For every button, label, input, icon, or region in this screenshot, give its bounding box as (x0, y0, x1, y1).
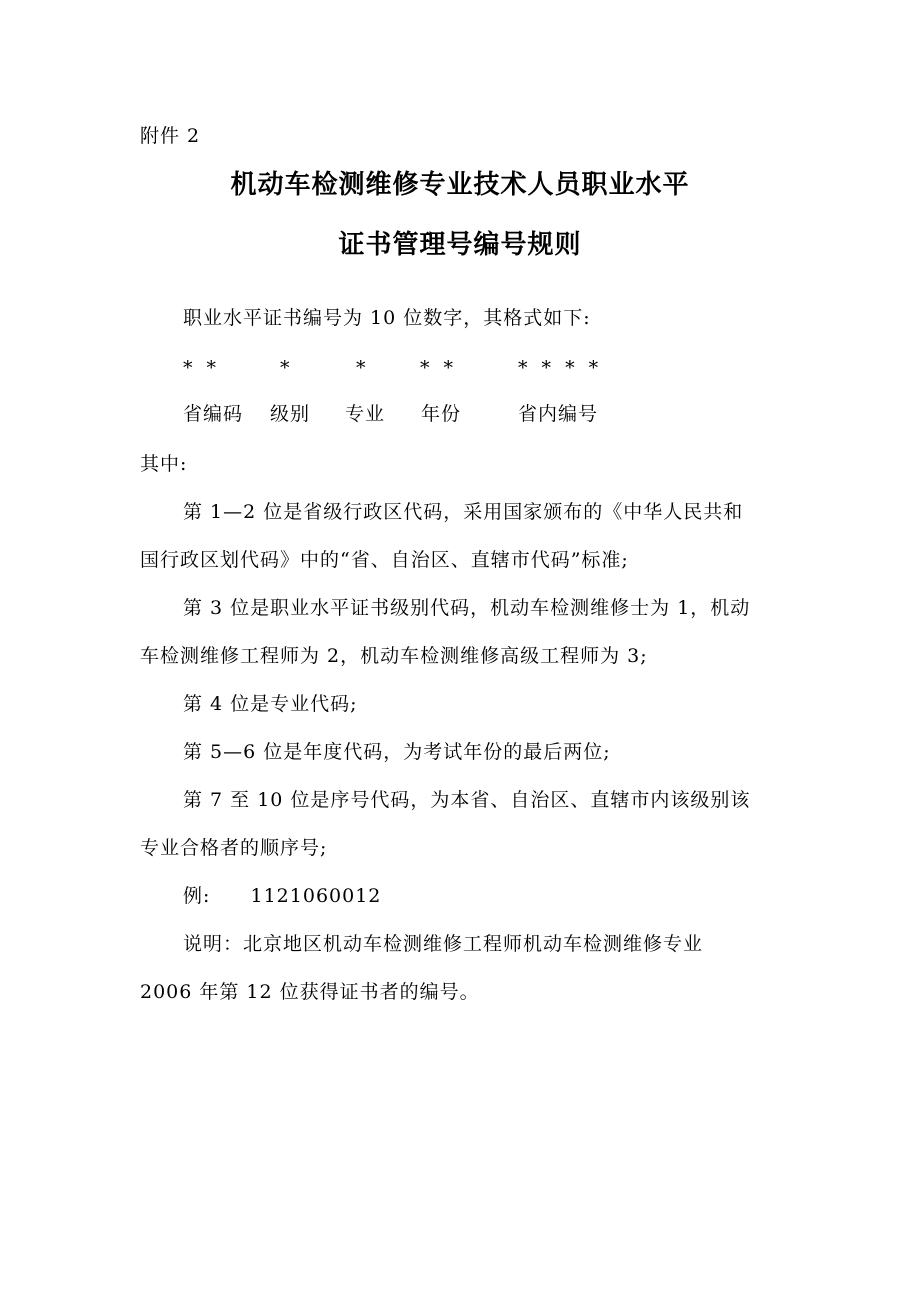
document-title-line2: 证书管理号编号规则 (338, 230, 582, 260)
format-label-serial: 省内编号 (518, 403, 599, 425)
explanation-line2: 2006 年第 12 位获得证书者的编号。 (140, 981, 480, 1003)
rule-2-line2: 车检测维修工程师为 2，机动车检测维修高级工程师为 3; (140, 645, 648, 667)
rule-1-line1: 第 1—2 位是省级行政区代码，采用国家颁布的《中华人民共和 (183, 501, 744, 523)
example-label: 例: (183, 885, 211, 907)
format-stars-year: * * (420, 357, 458, 379)
format-stars-major: * (356, 357, 370, 379)
format-label-province: 省编码 (183, 403, 244, 425)
rule-4: 第 5—6 位是年度代码，为考试年份的最后两位; (183, 741, 611, 763)
format-stars-province: * * (183, 357, 221, 379)
among-label: 其中: (140, 453, 188, 475)
explanation-line1: 说明：北京地区机动车检测维修工程师机动车检测维修专业 (183, 933, 704, 955)
rule-3: 第 4 位是专业代码; (183, 693, 358, 715)
rule-1-line2: 国行政区划代码》中的“省、自治区、直辖市代码”标准; (140, 549, 629, 571)
rule-5-line1: 第 7 至 10 位是序号代码，为本省、自治区、直辖市内该级别该 (183, 789, 751, 811)
example-row (183, 884, 381, 908)
rule-2-line1: 第 3 位是职业水平证书级别代码，机动车检测维修士为 1，机动 (183, 597, 751, 619)
format-stars-serial: * * * * (518, 357, 603, 379)
attachment-label: 附件 2 (140, 125, 201, 147)
rule-5-line2: 专业合格者的顺序号; (140, 837, 328, 859)
format-stars-level: * (280, 357, 294, 379)
format-label-year: 年份 (421, 403, 462, 425)
example-value: 1121060012 (250, 885, 382, 907)
intro-paragraph: 职业水平证书编号为 10 位数字，其格式如下: (183, 307, 591, 329)
document-title-line1: 机动车检测维修专业技术人员职业水平 (230, 170, 690, 200)
format-label-level: 级别 (270, 403, 311, 425)
format-label-major: 专业 (345, 403, 386, 425)
